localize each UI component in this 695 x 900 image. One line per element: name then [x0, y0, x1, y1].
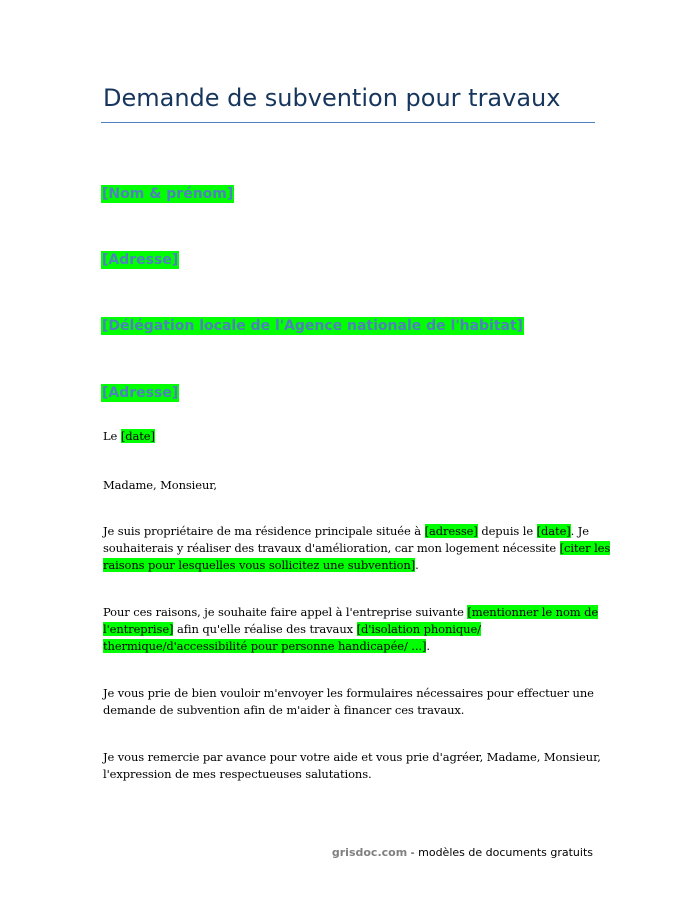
text-run: souhaiterais y réaliser des travaux d'amélioration, car mon logement nécessite [103, 541, 560, 555]
footer-text: - modèles de documents gratuits [407, 846, 593, 859]
address-placeholder: [adresse] [424, 524, 478, 538]
paragraph-line [103, 621, 573, 638]
paragraph-line: Je vous prie de bien vouloir m'envoyer les formulaires nécessaires pour effectuer une [103, 686, 594, 700]
since-date-placeholder: [date] [536, 524, 571, 538]
recipient-delegation-placeholder: [Délégation locale de l'Agence nationale de l'habitat] [102, 318, 524, 334]
sender-name-placeholder: [Nom & prénom] [102, 186, 234, 202]
date-placeholder: [date] [120, 429, 155, 443]
text-run: afin qu'elle réalise des travaux [173, 622, 357, 636]
text-run: . Je [570, 524, 589, 538]
recipient-address-placeholder: [Adresse] [102, 385, 179, 401]
sender-address-placeholder: [Adresse] [102, 252, 179, 268]
page-title: Demande de subvention pour travaux [103, 84, 561, 112]
paragraph-line [103, 523, 589, 540]
paragraph-line: demande de subvention afin de m'aider à financer ces travaux. [103, 703, 465, 717]
reasons-placeholder: [citer les [559, 541, 611, 555]
works-type-placeholder: thermique/d'accessibilité pour personne handicapée/ ...] [103, 639, 427, 653]
salutation: Madame, Monsieur, [103, 478, 217, 492]
date-line [103, 428, 573, 445]
paragraph-request [103, 685, 594, 719]
text-run: . [426, 639, 430, 653]
text-run: depuis le [477, 524, 537, 538]
paragraph-line [103, 557, 573, 574]
paragraph-line [103, 604, 599, 621]
sender-address-field [101, 252, 179, 268]
paragraph-line [103, 540, 611, 557]
sender-name-field [101, 186, 234, 202]
text-run: Pour ces raisons, je souhaite faire appel à l'entreprise suivante [103, 605, 468, 619]
paragraph-closing [103, 749, 601, 783]
paragraph-contractor [103, 604, 599, 655]
company-placeholder: [mentionner le nom de [467, 605, 599, 619]
recipient-address-field [101, 385, 179, 401]
text-run: . [415, 558, 419, 572]
paragraph-line [103, 638, 573, 655]
paragraph-line: Je vous remercie par avance pour votre aide et vous prie d'agréer, Madame, Monsieur, [103, 750, 601, 764]
paragraph-line: l'expression de mes respectueuses salutations. [103, 767, 372, 781]
paragraph-ownership [103, 523, 611, 574]
footer [332, 846, 593, 859]
title-rule [101, 122, 595, 123]
date-prefix: Le [103, 429, 121, 443]
works-type-placeholder: [d'isolation phonique/ [356, 622, 481, 636]
recipient-delegation-field [101, 318, 524, 334]
text-run: Je suis propriétaire de ma résidence principale située à [103, 524, 425, 538]
company-placeholder: l'entreprise] [103, 622, 174, 636]
footer-brand-link[interactable]: grisdoc.com [331, 846, 408, 859]
reasons-placeholder: raisons pour lesquelles vous sollicitez une subvention] [103, 558, 416, 572]
